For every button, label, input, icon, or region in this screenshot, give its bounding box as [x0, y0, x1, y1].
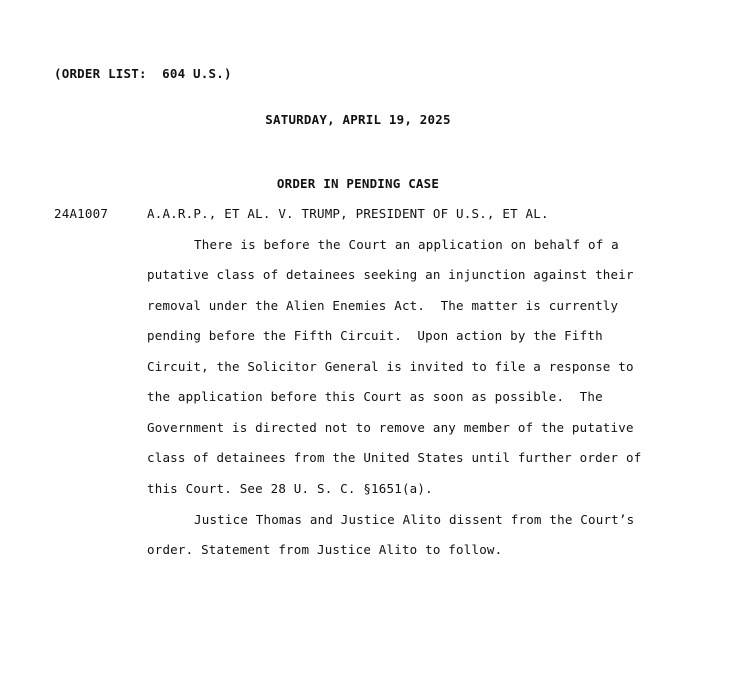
paragraph-line: the application before this Court as soon as possible. The [147, 389, 603, 404]
paragraph-line: removal under the Alien Enemies Act. The matter is currently [147, 298, 619, 313]
paragraph-line: pending before the Fifth Circuit. Upon action by the Fifth [147, 328, 603, 343]
order-list-label: (ORDER LIST: 604 U.S.) [54, 66, 232, 81]
paragraph-line: putative class of detainees seeking an injunction against their [147, 267, 634, 282]
paragraph-line: There is before the Court an application on behalf of a [194, 237, 619, 252]
paragraph-line: Government is directed not to remove any member of the putative [147, 420, 634, 435]
paragraph-line: this Court. See 28 U. S. C. §1651(a). [147, 481, 433, 496]
docket-number: 24A1007 [54, 206, 109, 221]
paragraph-line: Justice Thomas and Justice Alito dissent from the Court’s [194, 512, 635, 527]
order-date: SATURDAY, APRIL 19, 2025 [265, 112, 451, 127]
case-caption: A.A.R.P., ET AL. V. TRUMP, PRESIDENT OF U.S., ET AL. [147, 206, 549, 221]
paragraph-line: class of detainees from the United States until further order of [147, 450, 642, 465]
section-heading: ORDER IN PENDING CASE [276, 176, 440, 191]
paragraph-line: Circuit, the Solicitor General is invited to file a response to [147, 359, 634, 374]
paragraph-line: order. Statement from Justice Alito to follow. [147, 542, 503, 557]
